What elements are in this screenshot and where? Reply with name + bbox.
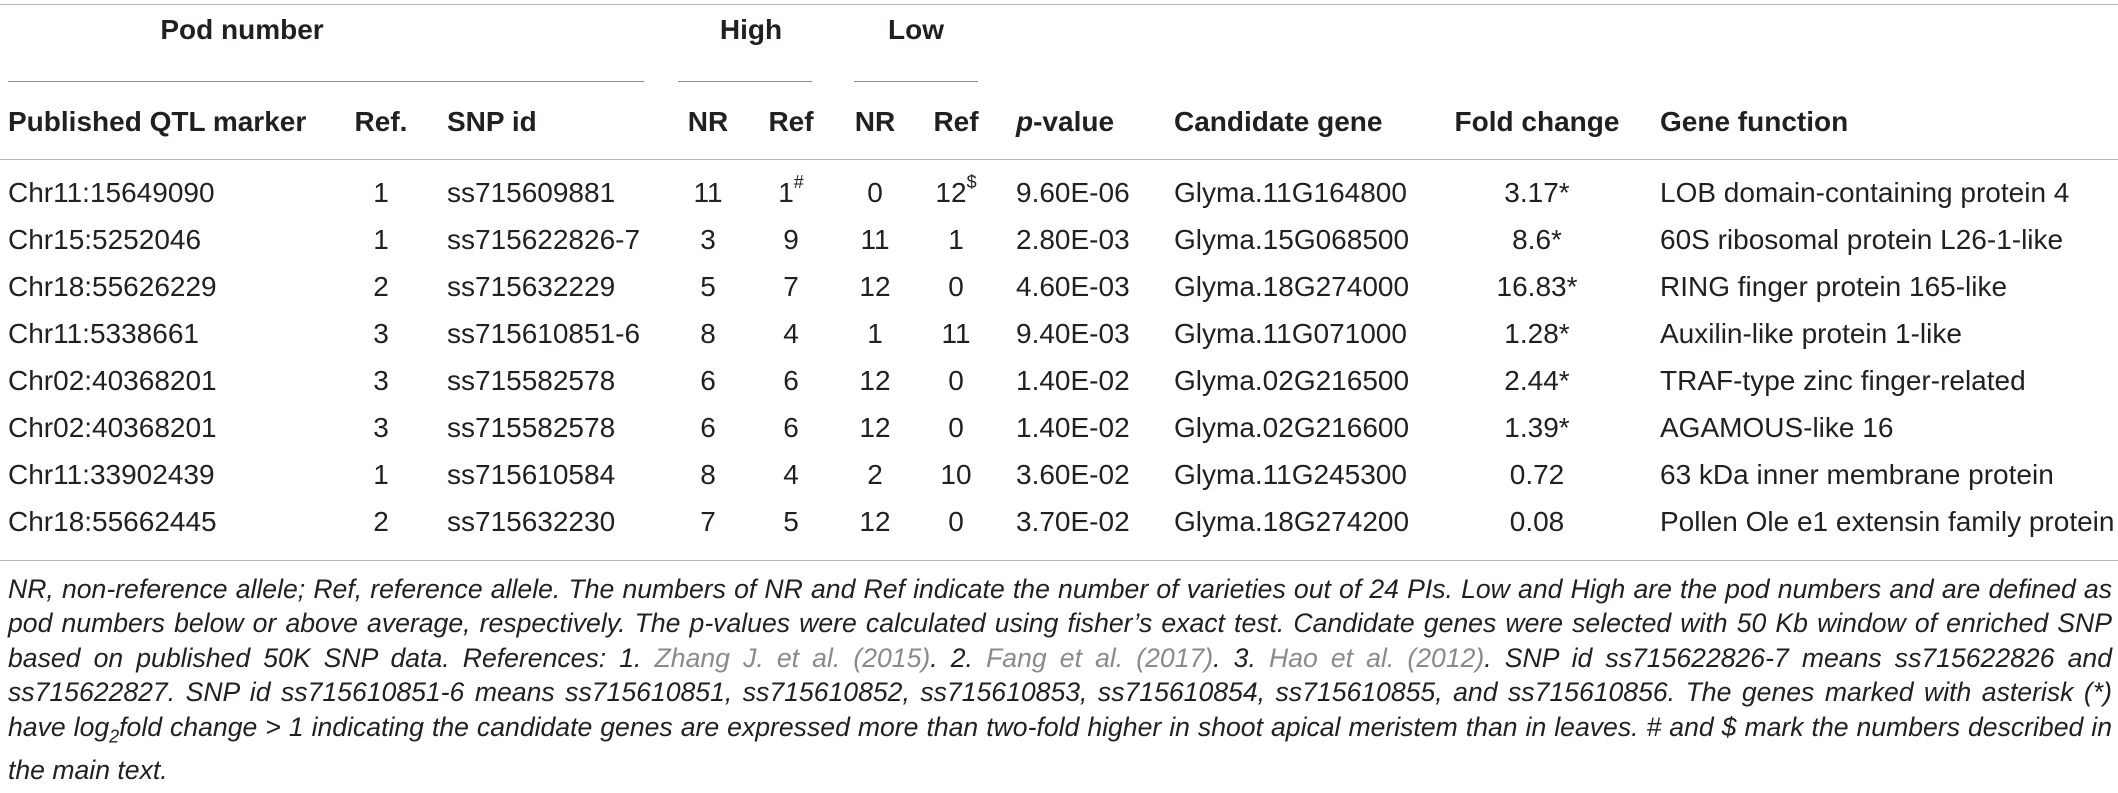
- cell-value: 3: [373, 412, 389, 443]
- cell-value: 12: [859, 506, 891, 537]
- cell-value: 1.40E-02: [1016, 412, 1130, 443]
- cell-low-nr: [867, 317, 883, 351]
- cell-value: Chr15:5252046: [8, 224, 202, 255]
- table-footnote: [8, 572, 2112, 788]
- cell-value: ss715632229: [447, 271, 616, 302]
- cell-value: 10: [940, 459, 972, 490]
- cell-low-ref: [948, 505, 964, 539]
- cell-value: Glyma.11G245300: [1174, 459, 1407, 490]
- cell-value: 0: [948, 412, 964, 443]
- cell-high-ref: [783, 505, 799, 539]
- cell-function: [1660, 317, 1962, 351]
- cell-value: Pollen Ole e1 extensin family protein: [1660, 506, 2115, 537]
- cell-value: 3.17*: [1504, 177, 1570, 208]
- cell-value: 4: [783, 318, 799, 349]
- cell-low-nr: [859, 270, 890, 304]
- low-underline: [854, 81, 978, 82]
- cell-value: 11: [941, 318, 971, 349]
- col-header-gene: Candidate gene: [1174, 106, 1383, 137]
- cell-p: [1016, 223, 1130, 257]
- cell-high-nr: [700, 364, 716, 398]
- cell-value: Auxilin-like protein 1-like: [1660, 318, 1962, 349]
- cell-value: Glyma.02G216500: [1174, 365, 1410, 396]
- col-header-snp: SNP id: [447, 106, 537, 137]
- cell-value: 8.6*: [1512, 224, 1562, 255]
- cell-value: 3: [373, 318, 389, 349]
- cell-snp: [447, 176, 615, 210]
- cell-gene: [1174, 317, 1407, 351]
- cell-low-nr: [860, 223, 889, 257]
- col-header-p-value: [1016, 105, 1114, 139]
- cell-gene: [1174, 458, 1407, 492]
- cell-ref: [373, 364, 389, 398]
- cell-marker: [8, 270, 217, 304]
- cell-snp: [447, 223, 640, 257]
- group-header-high: High: [719, 14, 783, 45]
- cell-value: 1: [948, 224, 964, 255]
- cell-ref: [373, 505, 389, 539]
- cell-value: RING finger protein 165-like: [1660, 271, 2008, 302]
- cell-ref: [373, 458, 389, 492]
- cell-value: ss715632230: [447, 506, 616, 537]
- cell-value: ss715609881: [447, 177, 616, 208]
- cell-value: Chr02:40368201: [8, 412, 217, 443]
- footnote-mark: $: [966, 171, 977, 192]
- cell-value: 1.40E-02: [1016, 365, 1130, 396]
- high-underline: [678, 81, 812, 82]
- cell-p: [1016, 505, 1130, 539]
- table-bottom-rule: [0, 560, 2118, 561]
- cell-value: 7: [783, 271, 799, 302]
- cell-p: [1016, 270, 1130, 304]
- cell-high-nr: [693, 176, 722, 210]
- cell-value: 0: [948, 506, 964, 537]
- cell-value: 1: [373, 177, 389, 208]
- cell-ref: [373, 223, 389, 257]
- cell-value: 2.44*: [1504, 365, 1570, 396]
- cell-value: 2: [373, 506, 389, 537]
- cell-value: 2.80E-03: [1016, 224, 1130, 255]
- cell-value: 1.39*: [1504, 412, 1570, 443]
- cell-value: 0: [867, 177, 883, 208]
- cell-function: [1660, 176, 2069, 210]
- header-bottom-rule: [0, 159, 2118, 160]
- cell-low-nr: [859, 364, 890, 398]
- cell-low-ref: [948, 270, 964, 304]
- cell-value: ss715622826-7: [447, 224, 641, 255]
- cell-value: 3: [373, 365, 389, 396]
- col-header-fold: Fold change: [1454, 106, 1620, 137]
- cell-value: 1.28*: [1504, 318, 1570, 349]
- cell-snp: [447, 505, 615, 539]
- table-top-rule: [0, 4, 2118, 5]
- cell-ref: [373, 411, 389, 445]
- cell-low-ref: [940, 458, 971, 492]
- p-letter: p: [1016, 106, 1034, 137]
- cell-fold: [1504, 411, 1569, 445]
- cell-value: 1: [373, 459, 389, 490]
- cell-marker: [8, 317, 199, 351]
- cell-high-nr: [700, 317, 716, 351]
- cell-fold: [1497, 270, 1578, 304]
- cell-fold: [1510, 505, 1565, 539]
- cell-value: Chr18:55626229: [8, 271, 217, 302]
- cell-value: 12: [859, 271, 891, 302]
- cell-fold: [1510, 458, 1565, 492]
- cell-value: ss715610584: [447, 459, 616, 490]
- cell-snp: [447, 458, 615, 492]
- cell-snp: [447, 411, 615, 445]
- cell-value: 2: [867, 459, 883, 490]
- cell-value: 0.72: [1509, 459, 1565, 490]
- cell-value: TRAF-type zinc finger-related: [1660, 365, 2026, 396]
- cell-value: 4: [783, 459, 799, 490]
- cell-value: 6: [783, 412, 799, 443]
- cell-p: [1016, 458, 1130, 492]
- cell-value: ss715610851-6: [447, 318, 641, 349]
- cell-value: 4.60E-03: [1016, 271, 1130, 302]
- cell-value: 12: [935, 177, 967, 208]
- cell-marker: [8, 223, 201, 257]
- cell-value: 9.40E-03: [1016, 318, 1130, 349]
- footnote-text-4: . SNP id ss715622826-7 means ss715622826 and ss715622827. SNP id ss715610851-6 means ss715610851, ss715610852, ss715610853, ss715610854, ss715610855, and ss715610856. The genes marked with asterisk (*) have log: [8, 642, 2112, 742]
- cell-value: Chr11:33902439: [8, 459, 215, 490]
- cell-high-ref: [783, 270, 799, 304]
- cell-value: 63 kDa inner membrane protein: [1660, 459, 2054, 490]
- cell-function: [1660, 411, 1893, 445]
- pod-number-underline: [8, 81, 644, 82]
- cell-high-ref: [783, 317, 799, 351]
- cell-ref: [373, 176, 389, 210]
- cell-value: 5: [783, 506, 799, 537]
- cell-value: ss715582578: [447, 365, 616, 396]
- cell-value: Glyma.02G216600: [1174, 412, 1410, 443]
- cell-value: 12: [859, 365, 891, 396]
- cell-high-ref: [778, 171, 804, 210]
- cell-low-ref: [948, 364, 964, 398]
- cell-function: [1660, 458, 2054, 492]
- col-header-high-ref: Ref: [768, 106, 814, 137]
- cell-high-nr: [700, 458, 716, 492]
- cell-p: [1016, 411, 1130, 445]
- footnote-mark: #: [793, 171, 804, 192]
- cell-snp: [447, 270, 615, 304]
- cell-high-ref: [783, 364, 799, 398]
- cell-marker: [8, 411, 217, 445]
- cell-value: 6: [700, 365, 716, 396]
- cell-value: Chr11:15649090: [8, 177, 215, 208]
- cell-gene: [1174, 270, 1409, 304]
- cell-value: 5: [700, 271, 716, 302]
- footnote-text-1: NR, non-reference allele; Ref, reference allele. The numbers of NR and Ref indicate the number of varieties out of 24 PIs. Low and High are the pod numbers and are defined as pod numbers below or above average, respectively. The p-values were calculated using fisher’s exact test. Candidate genes were selected with 50 Kb window of enriched SNP based on published 50K SNP data. References: 1.: [8, 574, 2112, 673]
- cell-fold: [1504, 176, 1569, 210]
- cell-gene: [1174, 411, 1409, 445]
- cell-high-ref: [783, 223, 799, 257]
- cell-ref: [373, 317, 389, 351]
- cell-value: 1: [867, 318, 883, 349]
- cell-value: LOB domain-containing protein 4: [1660, 177, 2070, 208]
- group-header-pod-number: Pod number: [160, 14, 324, 45]
- cell-low-nr: [859, 505, 890, 539]
- cell-value: Chr02:40368201: [8, 365, 217, 396]
- cell-value: 0: [948, 365, 964, 396]
- cell-high-ref: [783, 458, 799, 492]
- cell-value: 16.83*: [1496, 271, 1578, 302]
- cell-function: [1660, 223, 2063, 257]
- cell-function: [1660, 270, 2007, 304]
- cell-value: 3.70E-02: [1016, 506, 1130, 537]
- cell-value: Glyma.15G068500: [1174, 224, 1410, 255]
- cell-marker: [8, 364, 217, 398]
- cell-gene: [1174, 364, 1409, 398]
- cell-ref: [373, 270, 389, 304]
- cell-value: Chr18:55662445: [8, 506, 217, 537]
- footnote-ref-1-link[interactable]: Zhang J. et al. (2015): [654, 642, 931, 673]
- cell-value: 11: [693, 177, 723, 208]
- cell-value: 1: [778, 177, 794, 208]
- col-header-function: Gene function: [1660, 106, 1849, 137]
- cell-value: Glyma.18G274000: [1174, 271, 1410, 302]
- cell-value: 6: [783, 365, 799, 396]
- cell-gene: [1174, 223, 1409, 257]
- cell-value: 9.60E-06: [1016, 177, 1130, 208]
- col-header-marker: Published QTL marker: [8, 106, 307, 137]
- cell-function: [1660, 364, 2026, 398]
- col-header-low-nr: NR: [854, 106, 896, 137]
- cell-value: 1: [373, 224, 389, 255]
- cell-value: 11: [860, 224, 890, 255]
- cell-value: 12: [859, 412, 891, 443]
- cell-value: 0: [948, 271, 964, 302]
- cell-value: AGAMOUS-like 16: [1660, 412, 1894, 443]
- p-suffix: -value: [1033, 106, 1115, 137]
- cell-value: Glyma.11G071000: [1174, 318, 1407, 349]
- cell-value: 60S ribosomal protein L26-1-like: [1660, 224, 2064, 255]
- cell-gene: [1174, 505, 1409, 539]
- footnote-text-5: fold change > 1 indicating the candidate genes are expressed more than two-fold higher in shoot apical meristem than in leaves. # and $ mark the numbers described in the main text.: [8, 711, 2112, 786]
- cell-value: 9: [783, 224, 799, 255]
- cell-fold: [1512, 223, 1562, 257]
- cell-snp: [447, 364, 615, 398]
- cell-high-nr: [700, 223, 716, 257]
- cell-value: 0.08: [1509, 506, 1565, 537]
- footnote-ref-3-link[interactable]: Hao et al. (2012): [1268, 642, 1485, 673]
- cell-gene: [1174, 176, 1407, 210]
- cell-low-nr: [867, 176, 883, 210]
- col-header-ref: Ref.: [354, 106, 408, 137]
- cell-low-nr: [867, 458, 883, 492]
- cell-value: ss715582578: [447, 412, 616, 443]
- cell-p: [1016, 176, 1130, 210]
- cell-value: 3: [700, 224, 716, 255]
- cell-value: Glyma.18G274200: [1174, 506, 1410, 537]
- cell-function: [1660, 505, 2114, 539]
- cell-value: 6: [700, 412, 716, 443]
- cell-value: 3.60E-02: [1016, 459, 1130, 490]
- cell-high-nr: [700, 270, 716, 304]
- cell-marker: [8, 176, 215, 210]
- cell-snp: [447, 317, 640, 351]
- cell-low-ref: [948, 411, 964, 445]
- footnote-ref-2-link[interactable]: Fang et al. (2017): [986, 642, 1214, 673]
- cell-value: 7: [700, 506, 716, 537]
- cell-value: 2: [373, 271, 389, 302]
- cell-high-nr: [700, 505, 716, 539]
- cell-value: 8: [700, 318, 716, 349]
- footnote-text-2: . 2.: [930, 642, 987, 673]
- cell-low-nr: [859, 411, 890, 445]
- cell-marker: [8, 505, 217, 539]
- cell-low-ref: [948, 223, 964, 257]
- footnote-text-3: . 3.: [1213, 642, 1269, 673]
- cell-value: Chr11:5338661: [8, 318, 199, 349]
- cell-value: Glyma.11G164800: [1174, 177, 1407, 208]
- cell-p: [1016, 317, 1130, 351]
- cell-fold: [1504, 364, 1569, 398]
- cell-high-ref: [783, 411, 799, 445]
- col-header-high-nr: NR: [687, 106, 729, 137]
- cell-low-ref: [935, 171, 977, 210]
- cell-fold: [1504, 317, 1569, 351]
- cell-value: 8: [700, 459, 716, 490]
- cell-low-ref: [941, 317, 970, 351]
- group-header-low: Low: [888, 14, 944, 45]
- cell-p: [1016, 364, 1130, 398]
- cell-high-nr: [700, 411, 716, 445]
- col-header-low-ref: Ref: [933, 106, 979, 137]
- footnote-subscript: 2: [109, 725, 120, 746]
- cell-marker: [8, 458, 215, 492]
